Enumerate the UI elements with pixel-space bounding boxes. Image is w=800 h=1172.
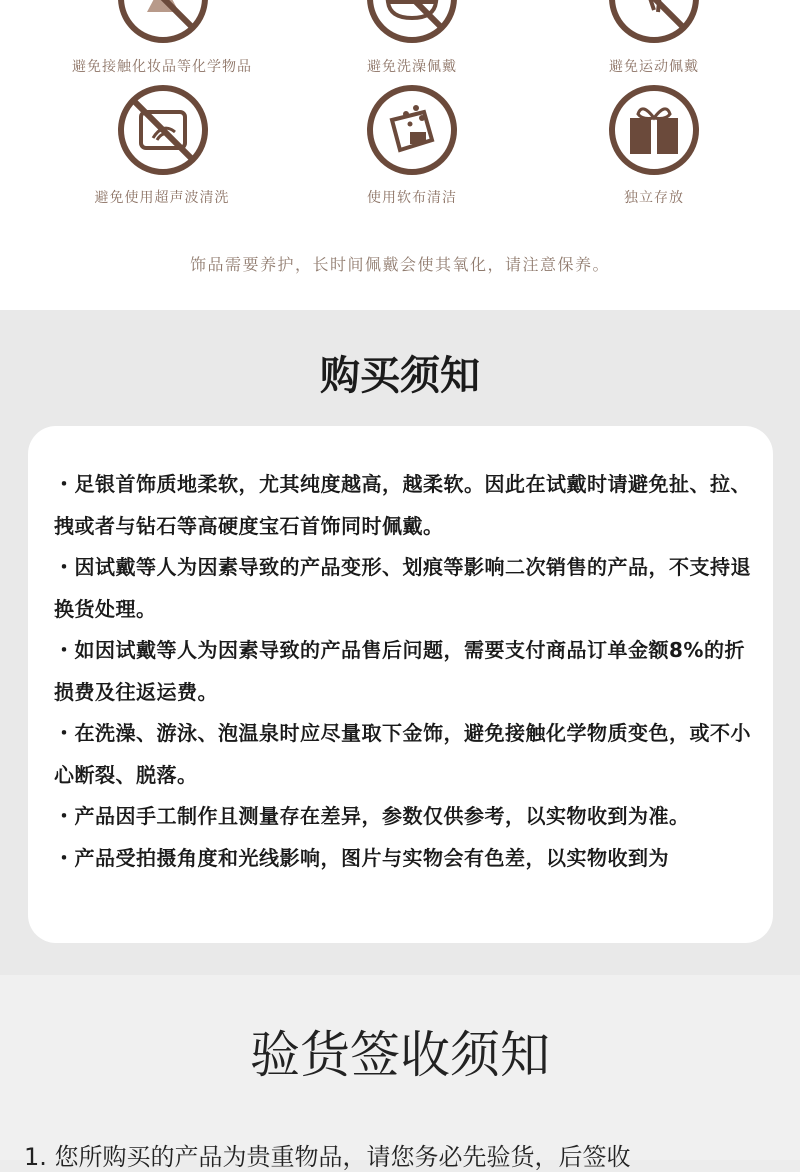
care-caption: 避免接触化妆品等化学物品 (72, 59, 252, 75)
gift-box-icon (608, 84, 700, 176)
no-sport-icon (608, 0, 700, 44)
rule-item: ・产品因手工制作且测量存在差异，参数仅供参考，以实物收到为准。 (54, 804, 690, 828)
purchase-notice-card (28, 426, 773, 943)
care-instructions (0, 0, 800, 310)
inspection-line: 1. 您所购买的产品为贵重物品，请您务必先验货，后签收 (24, 1143, 631, 1171)
no-ultrasonic-icon (117, 84, 209, 176)
rule-item: ・足银首饰质地柔软，尤其纯度越高，越柔软。因此在试戴时请避免扯、拉、拽或者与钻石等高硬度宝石首饰同时佩戴。 (54, 472, 751, 538)
care-caption: 避免洗澡佩戴 (367, 59, 457, 75)
care-caption: 独立存放 (624, 190, 684, 206)
purchase-rules (54, 464, 754, 879)
rule-item: ・如因试戴等人为因素导致的产品售后问题，需要支付商品订单金额8%的折损费及往返运费。 (54, 638, 745, 704)
care-caption: 避免运动佩戴 (609, 59, 699, 75)
inspection-notice-section (0, 975, 800, 1171)
care-caption: 避免使用超声波清洗 (94, 190, 230, 206)
care-note: 饰品需要养护，长时间佩戴会使其氧化，请注意保养。 (189, 255, 610, 274)
no-cosmetics-icon (117, 0, 209, 44)
care-caption: 使用软布清洁 (367, 190, 457, 206)
rule-item: ・在洗澡、游泳、泡温泉时应尽量取下金饰，避免接触化学物质变色，或不小心断裂、脱落。 (54, 721, 751, 787)
soft-cloth-icon (366, 84, 458, 176)
purchase-notice-title: 购买须知 (320, 353, 480, 399)
rule-item: ・产品受拍摄角度和光线影响，图片与实物会有色差，以实物收到为 (54, 845, 669, 870)
rule-item: ・因试戴等人为因素导致的产品变形、划痕等影响二次销售的产品，不支持退换货处理。 (54, 555, 751, 621)
purchase-notice-section (0, 310, 800, 975)
no-bath-icon (366, 0, 458, 44)
inspection-notice-title: 验货签收须知 (250, 1026, 550, 1084)
